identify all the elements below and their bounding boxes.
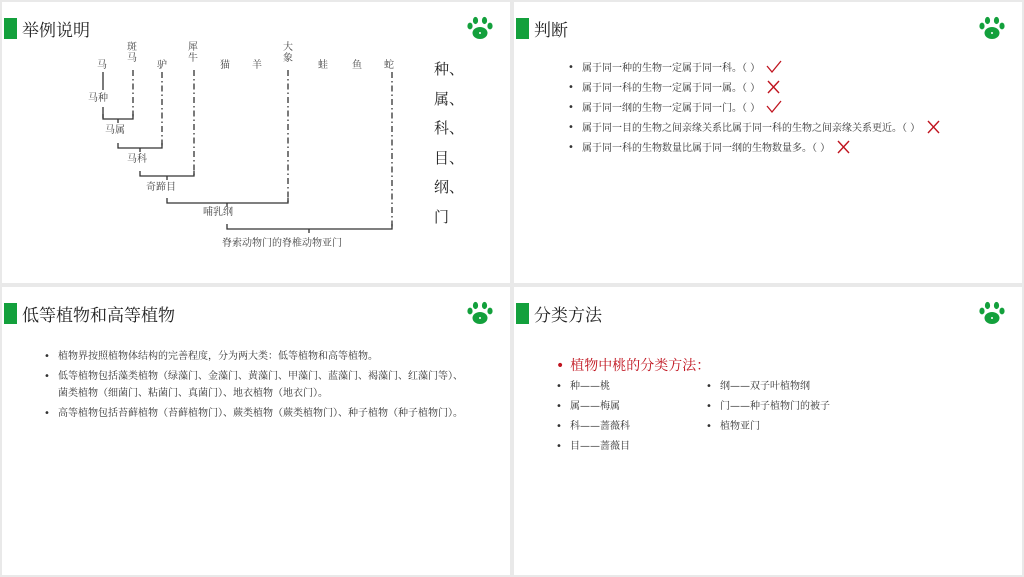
method-list-right [706, 379, 906, 439]
judge-text: 属于同一种的生物一定属于同一科。（ ） [582, 63, 761, 74]
rank-label: 门 [434, 207, 450, 226]
list-item: • 植物亚门 [706, 419, 906, 439]
list-item: • 门——种子植物门的被子 [706, 399, 906, 419]
tree-group: 马种 [88, 93, 108, 104]
rank-label: 目、 [434, 148, 465, 167]
list-item: • 高等植物包括苔藓植物（苔藓植物门）、蕨类植物（蕨类植物门）、种子植物（种子植物门）。 [44, 405, 464, 422]
tree-animal: 斑马 [127, 42, 137, 64]
tree-group: 哺乳纲 [203, 207, 233, 218]
title-accent-bar [4, 303, 17, 324]
tree-animal: 蛇 [384, 60, 394, 71]
tree-group: 脊索动物门的脊椎动物亚门 [222, 238, 342, 249]
judge-list [568, 60, 1018, 160]
panel-method [514, 287, 1022, 575]
list-item: • 低等植物包括藻类植物（绿藻门、金藻门、黄藻门、甲藻门、蓝藻门、褐藻门、红藻门等）、菌类植物（细菌门、粘菌门、真菌门）、地衣植物（地衣门）。 [44, 368, 464, 402]
tree-group: 马属 [105, 125, 125, 136]
title-accent-bar [516, 303, 529, 324]
judge-text: 属于同一纲的生物一定属于同一门。（ ） [582, 103, 761, 114]
list-item: • 目——蔷薇目 [556, 439, 696, 459]
panel-title: 判断 [534, 21, 568, 41]
rank-label: 种、 [434, 60, 465, 78]
panel-judge [514, 2, 1022, 283]
panel-title: 举例说明 [22, 21, 90, 41]
method-list-left [556, 379, 696, 459]
rank-label: 纲、 [434, 178, 465, 196]
list-item: • 属——梅属 [556, 399, 696, 419]
tree-animal: 驴 [157, 60, 167, 71]
tree-animal: 蛙 [318, 60, 328, 71]
judge-text: 属于同一科的生物一定属于同一属。（ ） [582, 83, 761, 94]
list-item [568, 100, 1018, 120]
panel-title: 分类方法 [534, 306, 602, 326]
list-item [568, 60, 1018, 80]
tree-animal: 羊 [252, 60, 262, 71]
list-item: • 科——蔷薇科 [556, 419, 696, 439]
plant-list [44, 348, 464, 425]
list-item [568, 80, 1018, 100]
judge-text: 属于同一科的生物数量比属于同一纲的生物数量多。（ ） [582, 143, 831, 154]
title-accent-bar [516, 18, 529, 39]
panel-plants [2, 287, 510, 575]
tree-animal: 大象 [283, 42, 293, 64]
tree-animal: 鱼 [352, 60, 362, 71]
list-item [568, 120, 1018, 140]
check-icon [766, 100, 782, 114]
panel-example [2, 2, 510, 283]
tree-group: 马科 [127, 154, 147, 165]
tree-animal: 犀牛 [188, 42, 198, 64]
cross-icon [766, 80, 782, 94]
check-icon [766, 60, 782, 74]
rank-label: 属、 [434, 89, 465, 108]
list-item: • 种——桃 [556, 379, 696, 399]
cross-icon [836, 140, 852, 154]
tree-group: 奇蹄目 [146, 182, 176, 193]
tree-animal: 猫 [220, 60, 230, 71]
cross-icon [926, 120, 942, 134]
list-item [568, 140, 1018, 160]
paw-icon [978, 14, 1006, 42]
judge-text: 属于同一目的生物之间亲缘关系比属于同一科的生物之间亲缘关系更近。（ ） [582, 123, 921, 134]
rank-label: 科、 [434, 119, 465, 137]
list-item: • 纲——双子叶植物纲 [706, 379, 906, 399]
paw-icon [466, 299, 494, 327]
rank-list [434, 60, 465, 237]
panel-title: 低等植物和高等植物 [22, 306, 175, 326]
method-heading: • 植物中桃的分类方法： [556, 355, 710, 375]
list-item: • 植物界按照植物体结构的完善程度，分为两大类：低等植物和高等植物。 [44, 348, 464, 365]
tree-animal: 马 [97, 60, 107, 71]
paw-icon [978, 299, 1006, 327]
